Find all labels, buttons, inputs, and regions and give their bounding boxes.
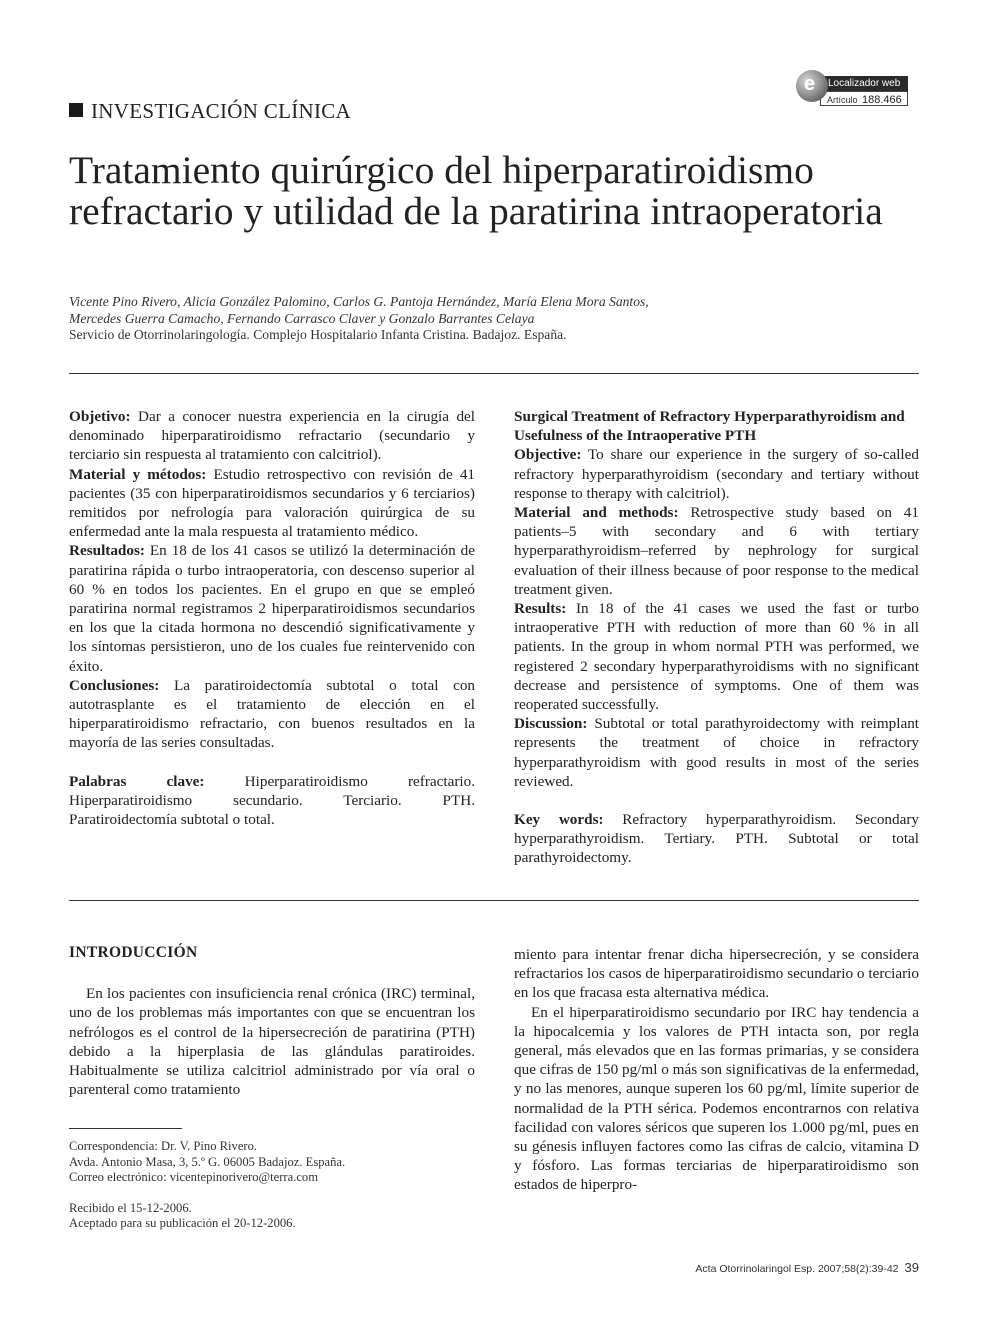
page-footer (600, 1260, 919, 1275)
affiliation: Servicio de Otorrinolaringología. Complejo Hospitalario Infanta Cristina. Badajoz. España. (69, 327, 567, 342)
section-square-icon (69, 103, 83, 117)
label-objetivo: Objetivo: (69, 408, 131, 425)
locator-article-key: Artículo (827, 95, 858, 105)
abstract-spanish (69, 407, 475, 829)
text-results: In 18 of the 41 cases we used the fast or turbo intraoperative PTH with reduction of more than 60 % in all patients. In the group in whom normal PTH was performed, we registered 2 secondary hyperparathyroidisms with no significant decrease and persistence of symptoms. One of them was reoperated successfully. (514, 600, 920, 714)
intro-left-column (69, 943, 475, 1099)
label-palabras-clave: Palabras clave: (69, 772, 205, 790)
locator-article-box (820, 91, 908, 106)
text-conclusiones: La paratiroidectomía subtotal o total con autotrasplante es el tratamiento de elección en el hiperparatiroidismo refractario, con buenos resultados en la mayoría de las series consultadas. (69, 676, 476, 752)
label-results: Results: (514, 600, 567, 618)
page-number: 39 (904, 1260, 919, 1275)
authors-line-1: Vicente Pino Rivero, Alicia González Palomino, Carlos G. Pantoja Hernández, María Elena Mora Santos, (69, 294, 649, 309)
abstract-resultados (69, 541, 475, 675)
text-palabras-clave: Hiperparatiroidismo refractario. Hiperparatiroidismo secundario. Terciario. PTH. Paratiroidectomía subtotal o total. (69, 772, 475, 829)
label-resultados: Resultados: (69, 542, 145, 560)
abstract-objetivo (69, 407, 475, 465)
abstract-discussion (514, 714, 919, 791)
text-discussion: Subtotal or total parathyroidectomy with reimplant represents the treatment of choice in refractory hyperparathyroidism with good results in most of the series reviewed. (514, 715, 920, 790)
abstract-objective (514, 445, 919, 503)
label-methods: Material and methods: (514, 504, 679, 522)
label-conclusiones: Conclusiones: (69, 676, 160, 694)
footnote-address: Avda. Antonio Masa, 3, 5.º G. 06005 Badajoz. España. (69, 1154, 346, 1169)
web-locator-badge[interactable] (796, 70, 912, 106)
section-label (69, 99, 351, 124)
abstract-key-words (514, 810, 919, 868)
text-methods: Retrospective study based on 41 patients–5 with secondary and 6 with tertiary hyperparathyroidism–referred by nephrology for surgical evaluation of their illness because of poor response to the medical treatment given. (514, 504, 919, 598)
intro-paragraph-1: En los pacientes con insuficiencia renal crónica (IRC) terminal, uno de los problemas más importantes con que se encuentran los nefrólogos es el control de la hipersecreción de paratirina (PTH) debido a la hiperplasia de las glándulas paratiroides. Habitualmente se utiliza calcitriol administrado por vía oral o parenteral como tratamiento (69, 985, 475, 1099)
locator-article-value: 188.466 (861, 94, 902, 106)
text-resultados: En 18 de los 41 casos se utilizó la determinación de paratirina rápida o turbo intraoperatoria, con descenso superior al 60 % en todos los pacientes. En el grupo en que se empleó paratirina normal registramos 2 hiperparatiroidismos secundarios en los que la citada hormona no descendió significativamente y los síntomas persistieron, uno de los cuales fue reintervenido con éxito. (69, 542, 476, 675)
text-objective: To share our experience in the surgery of so-called refractory hyperparathyroidism (secondary and tertiary without response to therapy with calcitriol). (514, 446, 919, 502)
intro-paragraph-1-continued: miento para intentar frenar dicha hipersecreción, y se considera refractarios los casos de hiperparatiroidismo secundario o terciario en los que fracasa esta alternativa médica. (514, 946, 919, 1002)
text-key-words: Refractory hyperparathyroidism. Secondary hyperparathyroidism. Tertiary. PTH. Subtotal or total parathyroidectomy. (514, 811, 920, 867)
footnote-rule (69, 1128, 182, 1129)
abstract-conclusiones (69, 676, 475, 753)
locator-label: Localizador web (820, 76, 908, 91)
abstract-methods (514, 503, 919, 599)
footnote-email: Correo electrónico: vicentepinorivero@terra.com (69, 1170, 319, 1184)
text-objetivo: Dar a conocer nuestra experiencia en la cirugía del denominado hiperparatiroidismo refractario (secundario y terciario sin respuesta al tratamiento con calcitriol). (69, 408, 475, 464)
footnotes (69, 1139, 475, 1232)
label-discussion: Discussion: (514, 715, 588, 733)
divider-top (69, 373, 919, 374)
intro-right-column (514, 945, 919, 1195)
text-material: Estudio retrospectivo con revisión de 41 pacientes (35 con hiperparatiroidismos secundarios y 6 terciarios) remitidos por nefrología para valoración quirúrgica de su enfermedad ante la mala respuesta al tratamiento médico. (69, 465, 476, 541)
abstract-results (514, 599, 919, 714)
label-objective: Objective: (514, 446, 582, 464)
footnote-received: Recibido el 15-12-2006. (69, 1200, 192, 1215)
footer-citation: Acta Otorrinolaringol Esp. 2007;58(2):39-42 (695, 1263, 899, 1275)
footnote-correspondence: Correspondencia: Dr. V. Pino Rivero. (69, 1139, 258, 1153)
divider-bottom (69, 900, 919, 901)
footnote-accepted: Aceptado para su publicación el 20-12-2006. (69, 1216, 296, 1230)
english-title: Surgical Treatment of Refractory Hyperparathyroidism and Usefulness of the Intraoperative PTH (514, 408, 905, 445)
abstract-english (514, 407, 919, 868)
authors (69, 293, 929, 327)
abstract-material (69, 465, 475, 542)
intro-heading: INTRODUCCIÓN (69, 944, 198, 961)
label-material: Material y métodos: (69, 465, 207, 483)
intro-paragraph-2: En el hiperparatiroidismo secundario por IRC hay tendencia a la hipocalcemia y los valores de PTH intacta son, por regla general, más elevados que en las formas primarias, y se considera que cifras de 150 pg/ml o más son significativas de la enfermedad, y no las menores, aunque superen los 60 pg/ml, límite superior de normalidad de la PTH sérica. Podemos encontrarnos con relativa facilidad con valores séricos que superen los 1.000 pg/ml, pues en su génesis influyen factores como las cifras de calcio, vitamina D y fósforo. Las formas terciarias de hiperparatiroidismo son estados de hiperpro- (514, 1003, 919, 1194)
authors-line-2: Mercedes Guerra Camacho, Fernando Carrasco Claver y Gonzalo Barrantes Celaya (69, 311, 535, 326)
label-key-words: Key words: (514, 811, 604, 829)
section-label-text: INVESTIGACIÓN CLÍNICA (91, 99, 352, 123)
abstract-palabras-clave (69, 772, 475, 830)
locator-logo-letter: e (804, 73, 816, 95)
article-title: Tratamiento quirúrgico del hiperparatiroidismo refractario y utilidad de la paratirina intraoperatoria (69, 148, 883, 233)
